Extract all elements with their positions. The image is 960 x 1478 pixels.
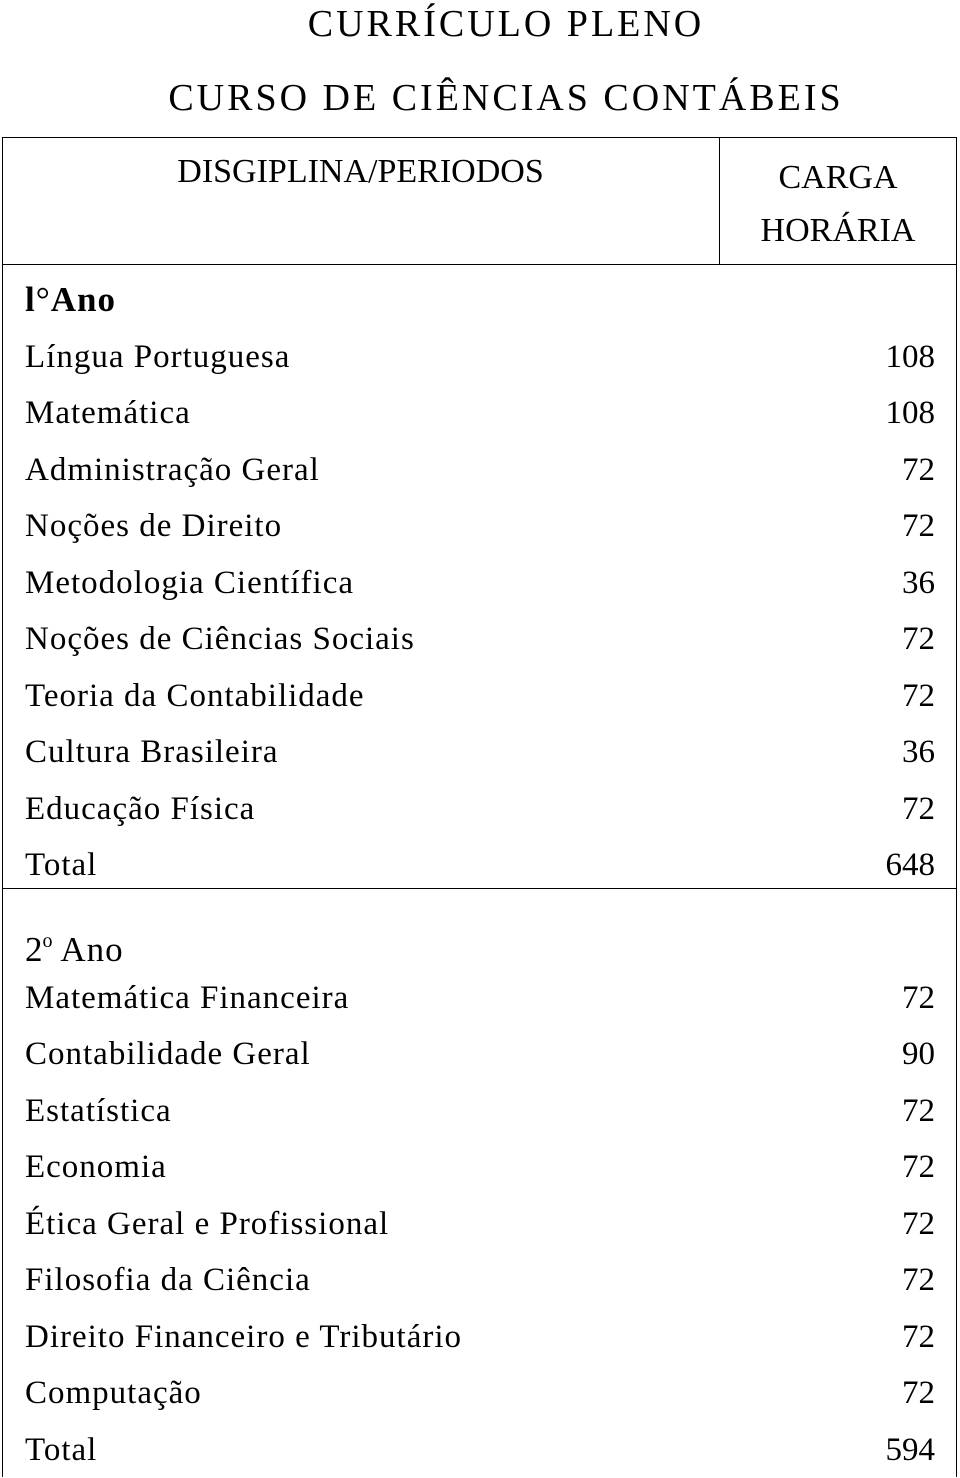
course-hours: 72: [902, 1309, 935, 1365]
course-hours: 72: [902, 1365, 935, 1421]
course-name: Noções de Ciências Sociais: [25, 611, 415, 667]
course-row: [0, 498, 960, 555]
document-subtitle: CURSO DE CIÊNCIAS CONTÁBEIS: [26, 76, 960, 120]
hours-header-line1: CARGA: [720, 151, 956, 204]
year1-total-value: 648: [886, 837, 936, 893]
course-name: Metodologia Científica: [25, 555, 354, 611]
course-row: [0, 611, 960, 668]
year1-heading-row: [0, 272, 960, 329]
year2-total-row: [0, 1422, 960, 1478]
course-hours: 72: [902, 781, 935, 837]
course-name: Teoria da Contabilidade: [25, 668, 365, 724]
course-name: Direito Financeiro e Tributário: [25, 1309, 462, 1365]
course-hours: 72: [902, 1252, 935, 1308]
year2-total-label: Total: [25, 1422, 97, 1478]
course-name: Estatística: [25, 1083, 172, 1139]
course-name: Educação Física: [25, 781, 255, 837]
course-row: [0, 385, 960, 442]
year1-heading-mark: °: [36, 280, 51, 319]
course-row: [0, 1252, 960, 1309]
course-row: [0, 1309, 960, 1366]
course-name: Economia: [25, 1139, 167, 1195]
course-name: Filosofia da Ciência: [25, 1252, 311, 1308]
year1-heading-word: Ano: [51, 280, 116, 319]
course-row: [0, 555, 960, 612]
course-hours: 72: [902, 498, 935, 554]
course-hours: 72: [902, 1083, 935, 1139]
year2-heading-word: Ano: [60, 930, 123, 969]
hours-column-header: [720, 151, 956, 257]
year2-total-value: 594: [886, 1422, 936, 1478]
year1-total-row: [0, 837, 960, 894]
course-row: [0, 1365, 960, 1422]
course-hours: 72: [902, 668, 935, 724]
course-hours: 72: [902, 1139, 935, 1195]
course-hours: 90: [902, 1026, 935, 1082]
course-name: Ética Geral e Profissional: [25, 1196, 389, 1252]
course-hours: 36: [902, 555, 935, 611]
year1-section: [0, 272, 960, 894]
header-divider: [2, 264, 957, 265]
course-row: [0, 329, 960, 386]
document-title: CURRÍCULO PLENO: [26, 2, 960, 46]
course-name: Administração Geral: [25, 442, 320, 498]
course-name: Noções de Direito: [25, 498, 282, 554]
discipline-column-header: DISGIPLINA/PERIODOS: [2, 150, 719, 194]
course-row: [0, 668, 960, 725]
year2-heading-number: 2: [25, 930, 43, 969]
year2-section: [0, 913, 960, 1478]
course-hours: 72: [902, 1196, 935, 1252]
hours-header-line2: HORÁRIA: [720, 204, 956, 257]
course-name: Matemática: [25, 385, 191, 441]
course-name: Cultura Brasileira: [25, 724, 279, 780]
year1-heading: [25, 272, 116, 328]
course-row: [0, 1026, 960, 1083]
year2-heading: [25, 913, 124, 978]
course-row: [0, 724, 960, 781]
course-name: Computação: [25, 1365, 202, 1421]
year2-heading-row: [0, 913, 960, 970]
course-hours: 72: [902, 611, 935, 667]
course-hours: 108: [886, 385, 936, 441]
course-row: [0, 970, 960, 1027]
course-row: [0, 1196, 960, 1253]
course-name: Matemática Financeira: [25, 970, 349, 1026]
course-row: [0, 1083, 960, 1140]
year1-heading-number: l: [25, 280, 36, 319]
course-name: Língua Portuguesa: [25, 329, 290, 385]
year1-rows: [0, 329, 960, 838]
course-name: Contabilidade Geral: [25, 1026, 311, 1082]
course-hours: 36: [902, 724, 935, 780]
course-row: [0, 442, 960, 499]
course-hours: 72: [902, 970, 935, 1026]
course-row: [0, 1139, 960, 1196]
year2-rows: [0, 970, 960, 1422]
course-hours: 72: [902, 442, 935, 498]
year1-total-label: Total: [25, 837, 97, 893]
year2-heading-mark: o: [43, 930, 53, 952]
course-row: [0, 781, 960, 838]
course-hours: 108: [886, 329, 936, 385]
